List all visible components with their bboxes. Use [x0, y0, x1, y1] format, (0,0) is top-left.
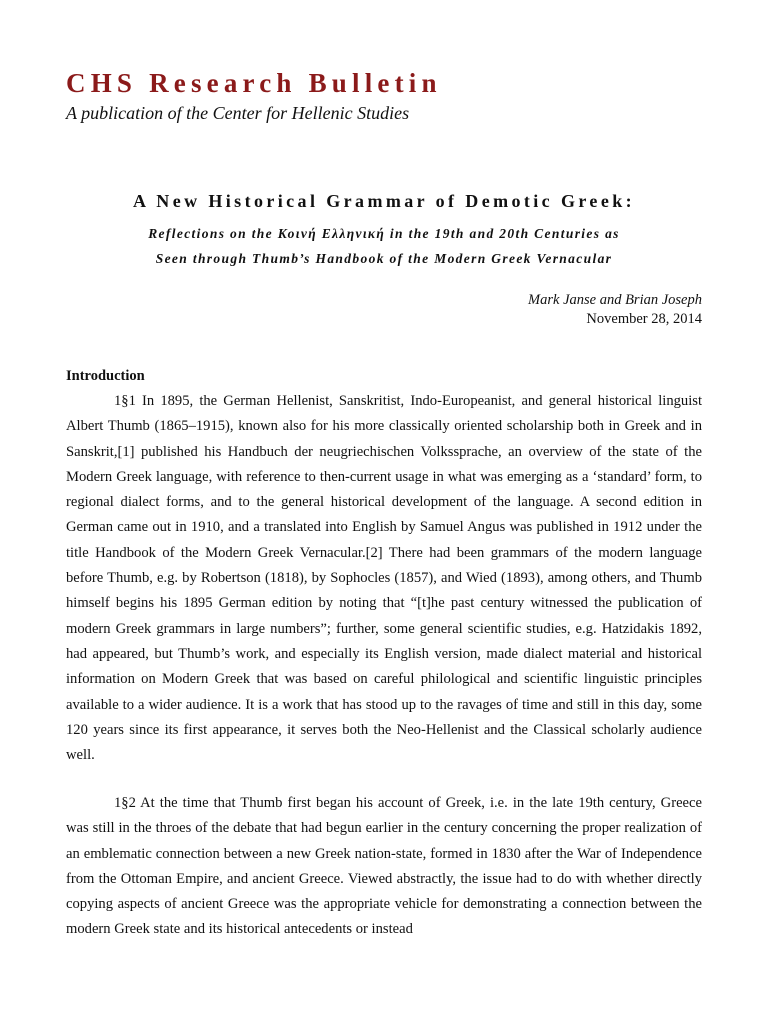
masthead-title: CHS Research Bulletin — [66, 68, 442, 98]
publication-date: November 28, 2014 — [586, 311, 702, 327]
article-subtitle-line-1: Reflections on the Κοινή Ελληνική in the 19th and 20th Centuries as — [148, 226, 620, 241]
masthead-subtitle: A publication of the Center for Hellenic Studies — [66, 103, 410, 123]
paragraph-2: 1§2 At the time that Thumb first began his account of Greek, i.e. in the late 19th century, Greece was still in the throes of the debate that had begun earlier in the century concerning the proper realization of an emblematic connection between a new Greek nation-state, formed in 1830 after the War of Independence from the Ottoman Empire, and ancient Greece. Viewed abstractly, the issue had to do with whether directly copying aspects of ancient Greece was the appropriate vehicle for demonstrating a connection between the modern Greek state and its historical antecedents or instead — [66, 795, 702, 938]
section-heading-introduction: Introduction — [66, 368, 145, 384]
paragraph-1: 1§1 In 1895, the German Hellenist, Sanskritist, Indo-Europeanist, and general historical linguist Albert Thumb (1865–1915), known also for his more classically oriented scholarship both in Greek and in Sanskrit,[1] published his Handbuch der neugriechischen Volkssprache, an overview of the state of the Modern Greek language, with reference to then-current usage in what was emerging as a ‘standard’ form, to regional dialect forms, and to the general historical development of the language. A second edition in German came out in 1910, and a translated into English by Samuel Angus was published in 1912 under the title Handbook of the Modern Greek Vernacular.[2] There had been grammars of the modern language before Thumb, e.g. by Robertson (1818), by Sophocles (1857), and Wied (1893), among others, and Thumb himself begins his 1895 German edition by noting that “[t]he past century witnessed the publication of modern Greek grammars in large numbers”; further, some general scientific studies, e.g. Hatzidakis 1892, had appeared, but Thumb’s work, and especially its English version, made dialect material and historical information on Modern Greek that was based on careful philological and scientific linguistic principles available to a wider audience. It is a work that has stood up to the ravages of time and still in this day, some 120 years since its first appearance, it serves both the Neo-Hellenist and the Classical scholarly audience well. — [66, 393, 702, 764]
article-subtitle-line-2: Seen through Thumb’s Handbook of the Modern Greek Vernacular — [155, 251, 613, 266]
author-names: Mark Janse and Brian Joseph — [528, 292, 702, 308]
article-title: A New Historical Grammar of Demotic Greek: — [132, 191, 636, 211]
